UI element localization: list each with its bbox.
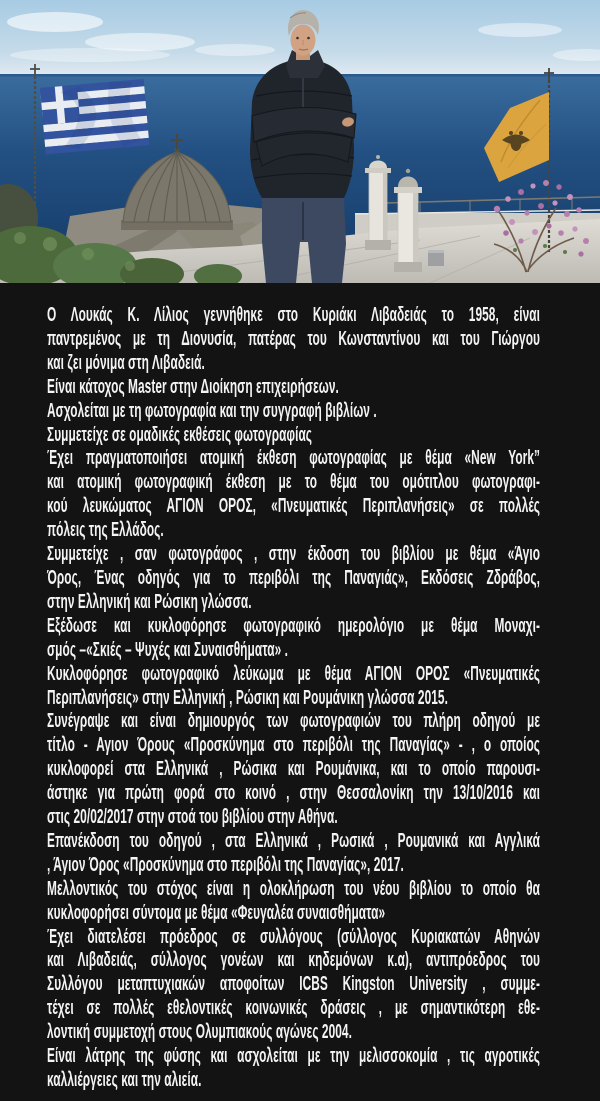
bio-line: και ατομική φωτογραφική έκθεση με το θέμα του ομότιτλου φωτογραφι- [47, 471, 541, 494]
bio-line: στις 20/02/2017 στην στοά του βιβλίου στην Αθήνα. [47, 806, 338, 829]
bio-line: Συνέγραψε και είναι δημιουργός των φωτογραφιών του πλήρη οδηγού με [47, 710, 541, 733]
bio-line: Μελλοντικός του στόχος είναι η ολοκλήρωση του νέου βιβλίου το οποίο θα [47, 877, 541, 900]
bio-line: κυκλοφορήσει σύντομα με θέμα «Φευγαλέα συναισθήματα» [47, 901, 386, 924]
bio-line: Συμμετείχε σε ομαδικές εκθέσεις φωτογραφίας [47, 423, 313, 446]
bio-line: πόλεις της Ελλάδος. [47, 519, 164, 542]
bio-line: Έχει πραγματοποιήσει ατομική έκθεση φωτογραφίας με θέμα «New York” [47, 447, 541, 470]
bio-line: κυκλοφορεί στα Ελληνικά , Ρώσικα και Ρουμάνικα, και το οποίο παρουσι- [47, 758, 541, 781]
bio-line: Είναι λάτρης της φύσης και ασχολείται με την μελισσοκομία , τις αγροτικές [47, 1045, 541, 1068]
bio-line: Όρος, Ένας οδηγός για το περιβόλι της Παναγιάς», Εκδόσεις Ζδράβος, [47, 566, 541, 589]
chimney-left [365, 155, 391, 250]
author-photo [0, 0, 600, 283]
bio-line: Συλλόγου μεταπτυχιακών αποφοίτων ICBS Kingston University , συμμε- [47, 973, 541, 996]
greek-flag [40, 79, 149, 154]
bio-line: Συμμετείχε , σαν φωτογράφος , στην έκδοση του βιβλίου με θέμα «Άγιο [47, 543, 541, 566]
bio-line: καλλιέργειες και την αλιεία. [47, 1069, 202, 1091]
bio-line: , Άγιον Όρος «Προσκύνημα στο περιβόλι της Παναγίας», 2017. [47, 853, 404, 876]
bio-line: Επανέκδοση του οδηγού , στα Ελληνικά , Ρωσικά , Ρουμανικά και Αγγλικά [47, 829, 541, 852]
bio-line: Έχει διατελέσει πρόεδρος σε συλλόγους (σύλλογος Κυριακατών Αθηνών [47, 925, 541, 948]
bio-line: κού λευκώματος ΑΓΙΟΝ ΟΡΟΣ, «Πνευματικές Περιπλανήσεις» σε πολλές [47, 495, 541, 518]
bio-line: Κυκλοφόρησε φωτογραφικό λεύκωμα με θέμα ΑΓΙΟΝ ΟΡΟΣ «Πνευματικές [47, 662, 541, 685]
bio-line: και Λιβαδειάς, σύλλογος γονέων και κηδεμόνων κ.α), αντιπρόεδρος του [47, 949, 541, 972]
bio-line: λοντική συμμετοχή στους Ολυμπιακούς αγώνες 2004. [47, 1021, 352, 1044]
bio-line: τέχει σε πολλές εθελοντικές κοινωνικές δράσεις , με σημαντικότερη εθε- [47, 997, 541, 1020]
bio-line: άστηκε για πρώτη φορά στο κοινό , στην Θεσσαλονίκη την 13/10/2016 και [47, 782, 541, 805]
bio-line: και ζει μόνιμα στη Λιβαδειά. [47, 351, 205, 374]
bio-text [47, 304, 540, 1093]
bio-line: Εξέδωσε και κυκλοφόρησε φωτογραφικό ημερολόγιο με θέμα Μοναχι- [47, 614, 541, 637]
bio-line: Ασχολείται με τη φωτογραφία και την συγγραφή βιβλίων . [47, 399, 377, 422]
bio-line: σμός –«Σκιές – Ψυχές και Συναισθήματα» . [47, 638, 288, 661]
bio-line: Περιπλανήσεις» στην Ελληνική , Ρώσικη και Ρουμάνικη γλώσσα 2015. [47, 686, 448, 709]
bio-line: παντρεμένος με τη Διονυσία, πατέρας του Κωνσταντίνου και του Γιώργου [47, 327, 541, 350]
bio-line: τίτλο - Αγιον Όρους «Προσκύνημα στο περιβόλι της Παναγίας» - , ο οποίος [47, 734, 541, 757]
bio-line: στην Ελληνική και Ρώσικη γλώσσα. [47, 590, 252, 613]
bio-line: Ο Λουκάς Κ. Λίλιος γεννήθηκε στο Κυριάκι Λιβαδειάς το 1958, είναι [47, 304, 541, 326]
bio-line: Είναι κάτοχος Master στην Διοίκηση επιχειρήσεων. [47, 375, 339, 398]
